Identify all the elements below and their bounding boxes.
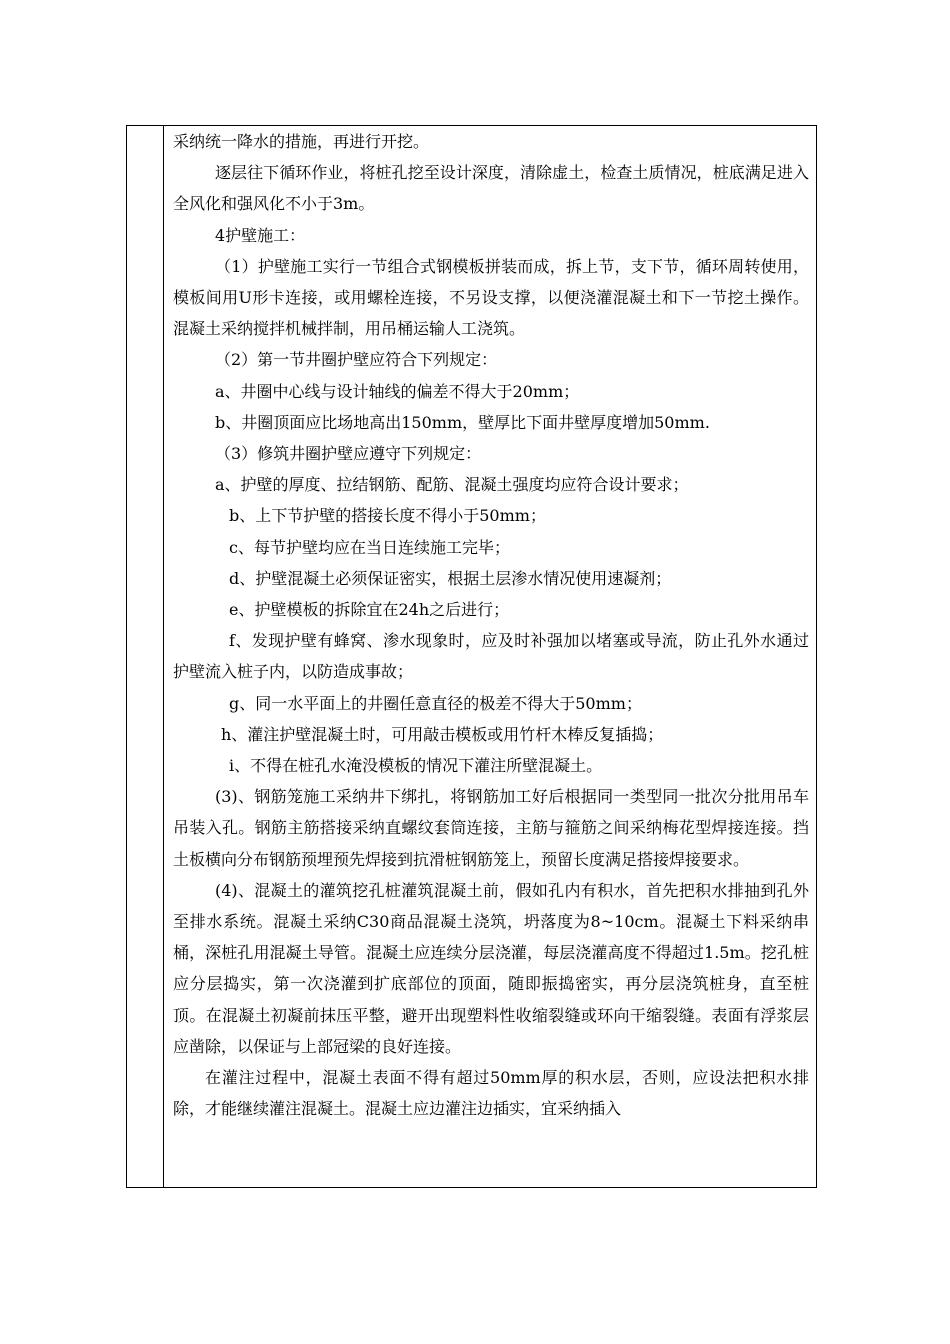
paragraph: c、每节护壁均应在当日连续施工完毕； [229,537,510,557]
paragraph: h、灌注护壁混凝土时，可用敲击模板或用竹杆木棒反复插捣； [221,724,664,744]
paragraph: a、井圈中心线与设计轴线的偏差不得大于20mm； [215,381,580,401]
paragraph: （3）修筑井圈护壁应遵守下列规定： [215,444,482,464]
table-column-divider [163,126,164,1187]
paragraph: (3)、钢筋笼施工采纳井下绑扎，将钢筋加工好后根据同一类型同一批次分批用吊车吊装入孔。钢筋主筋搭接采纳直螺纹套筒连接，主筋与箍筋之间采纳梅花型焊接连接。挡土板横向分布钢筋预埋预先焊接到抗滑桩钢筋笼上，预留长度满足搭接焊接要求。 [173,787,809,869]
paragraph: d、护壁混凝土必须保证密实，根据土层渗水情况使用速凝剂； [229,568,672,588]
paragraph: 4护壁施工： [215,225,306,245]
paragraph: 逐层往下循环作业，将桩孔挖至设计深度，清除虚土，检查土质情况，桩底满足进入全风化和强风化不小于3m。 [173,163,809,214]
paragraph: （2）第一节井圈护壁应符合下列规定： [215,350,498,370]
paragraph: (4)、混凝土的灌筑挖孔桩灌筑混凝土前，假如孔内有积水，首先把积水排抽到孔外至排水系统。混凝土采纳C30商品混凝土浇筑，坍落度为8~10cm。混凝土下料采纳串桶，深桩孔用混凝土导管。混凝土应连续分层浇灌，每层浇灌高度不得超过1.5m。挖孔桩应分层捣实，第一次浇灌到扩底部位的顶面，随即振捣密实，再分层浇筑桩身，直至桩顶。在混凝土初凝前抹压平整，避开出现塑料性收缩裂缝或环向干缩裂缝。表面有浮浆层应凿除，以保证与上部冠梁的良好连接。 [173,880,809,1056]
paragraph: e、护壁模板的拆除宜在24h之后进行； [229,600,510,620]
document-body [173,126,809,1187]
paragraph: 采纳统一降水的措施，再进行开挖。 [173,132,430,151]
paragraph: （1）护壁施工实行一节组合式钢模板拼装而成，拆上节，支下节，循环周转使用，模板间用U形卡连接，或用螺栓连接，不另设支撑，以便浇灌混凝土和下一节挖土操作。混凝土采纳搅拌机械拌制，用吊桶运输人工浇筑。 [173,256,809,339]
paragraph: b、井圈顶面应比场地高出150mm，壁厚比下面井壁厚度增加50mm. [215,412,710,432]
paragraph: g、同一水平面上的井圈任意直径的极差不得大于50mm； [229,693,642,713]
paragraph: f、发现护壁有蜂窝、渗水现象时，应及时补强加以堵塞或导流，防止孔外水通过护壁流入桩子内，以防造成事故； [173,631,809,682]
paragraph: a、护壁的厚度、拉结钢筋、配筋、混凝土强度均应符合设计要求； [215,475,689,495]
document-table [126,125,817,1188]
paragraph: i、不得在桩孔水淹没模板的情况下灌注所壁混凝土。 [229,756,603,776]
paragraph: 在灌注过程中，混凝土表面不得有超过50mm厚的积水层，否则，应设法把积水排除，才能继续灌注混凝土。混凝土应边灌注边插实，宜采纳插入 [173,1068,809,1119]
paragraph: b、上下节护壁的搭接长度不得小于50mm； [229,506,546,526]
